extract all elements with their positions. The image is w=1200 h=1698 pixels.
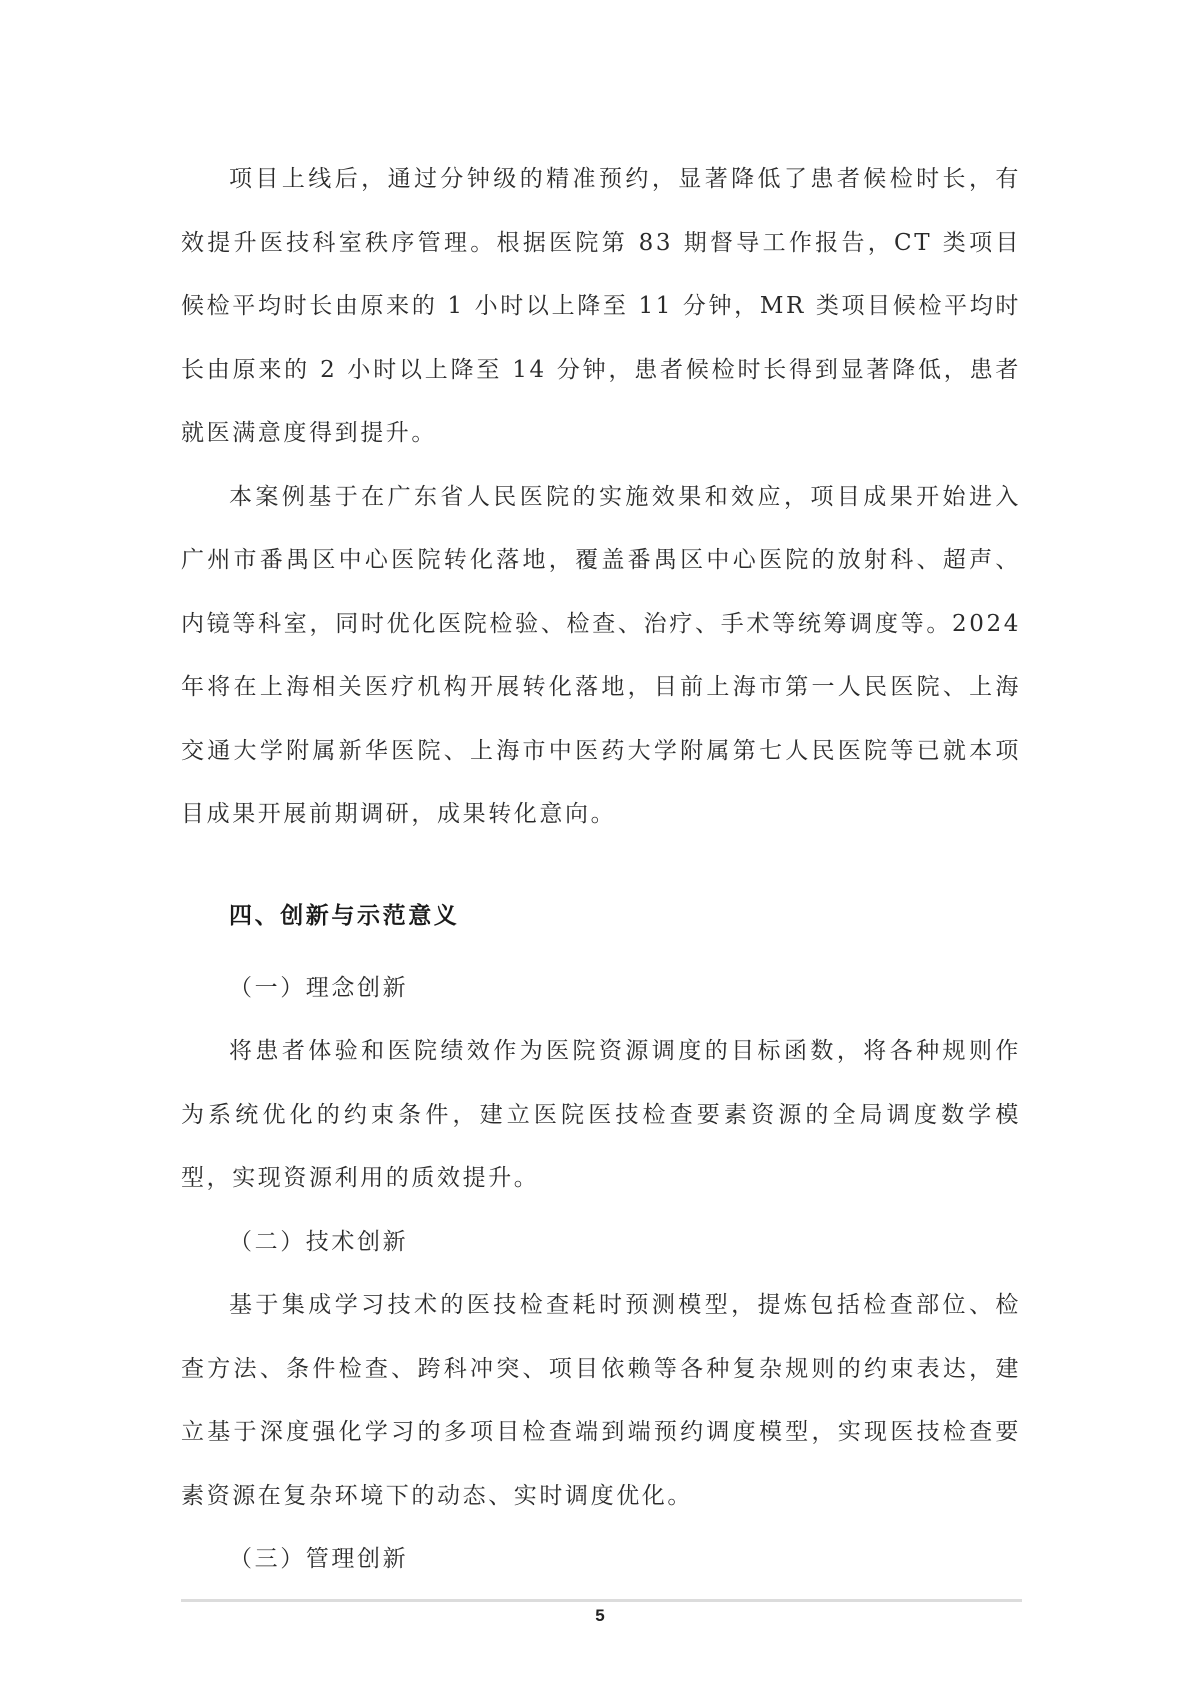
paragraph-transfer: 本案例基于在广东省人民医院的实施效果和效应，项目成果开始进入广州市番禺区中心医院转化落地，覆盖番禺区中心医院的放射科、超声、内镜等科室，同时优化医院检验、检查、治疗、手术等统筹调度等。2024 年将在上海相关医疗机构开展转化落地，目前上海市第一人民医院、上海交通大学附属新华医院、上海市中医药大学附属第七人民医院等已就本项目成果开展前期调研，成果转化意向。 — [181, 483, 1021, 827]
subsection-title-concept: （一）理念创新 — [229, 974, 409, 1001]
subsection-title-technology: （二）技术创新 — [229, 1228, 409, 1255]
footer-divider — [181, 1599, 1022, 1602]
page-number: 5 — [595, 1606, 605, 1625]
paragraph-results: 项目上线后，通过分钟级的精准预约，显著降低了患者候检时长，有效提升医技科室秩序管理。根据医院第 83 期督导工作报告，CT 类项目候检平均时长由原来的 1 小时以上降至 11 分钟，MR 类项目候检平均时长由原来的 2 小时以上降至 14 分钟，患者候检时长得到显著降低，患者就医满意度得到提升。 — [181, 166, 1021, 446]
paragraph-concept-innovation: 将患者体验和医院绩效作为医院资源调度的目标函数，将各种规则作为系统优化的约束条件，建立医院医技检查要素资源的全局调度数学模型，实现资源利用的质效提升。 — [181, 1038, 1021, 1191]
page-content — [181, 148, 1021, 1592]
section-heading-innovation: 四、创新与示范意义 — [229, 901, 460, 929]
paragraph-technology-innovation: 基于集成学习技术的医技检查耗时预测模型，提炼包括检查部位、检查方法、条件检查、跨科冲突、项目依赖等各种复杂规则的约束表达，建立基于深度强化学习的多项目检查端到端预约调度模型，实现医技检查要素资源在复杂环境下的动态、实时调度优化。 — [181, 1292, 1021, 1509]
subsection-title-management: （三）管理创新 — [229, 1546, 409, 1572]
